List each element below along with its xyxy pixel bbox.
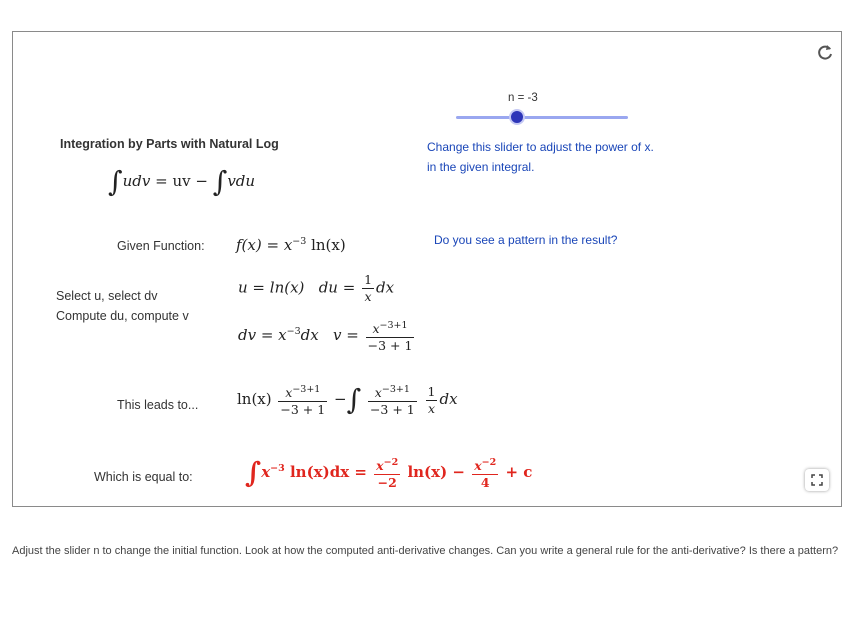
equal-label: Which is equal to:	[94, 470, 193, 484]
instructions-caption: Adjust the slider n to change the initial function. Look at how the computed anti-derivative changes. Can you write a general rule for the anti-derivative? Is there a pattern?	[12, 545, 839, 557]
pattern-question: Do you see a pattern in the result?	[434, 233, 618, 247]
leads-label: This leads to...	[117, 398, 199, 412]
given-function: $f(x) = x^{-3}$ ln(x)	[236, 236, 346, 254]
u-du-row: u = ln(x) du = $\frac{1}{x}$ dx	[238, 272, 395, 304]
slider-hint: Change this slider to adjust the power of x. in the given integral.	[427, 140, 654, 174]
geogebra-applet	[12, 31, 842, 507]
given-function-label: Given Function:	[117, 239, 205, 253]
reset-icon[interactable]	[815, 42, 835, 62]
page-title: Integration by Parts with Natural Log	[60, 137, 279, 151]
fullscreen-icon[interactable]	[805, 469, 829, 491]
slider-label: n = -3	[508, 92, 538, 104]
slider-track[interactable]	[456, 116, 628, 119]
dv-v-row: dv = $x^{-3}dx$ v = $\frac{x^{-3+1}}{-3 + 1}$	[238, 320, 413, 354]
slider-handle[interactable]	[509, 109, 525, 125]
parts-formula: ∫udv = uv − ∫vdu	[108, 165, 256, 198]
result-expression: $\int x^{-3}$ ln(x)dx = $\frac{x^{-2}}{-2}$ ln(x) − $\frac{x^{-2}}{4}$ + c	[245, 456, 533, 491]
leads-expression: ln(x) $\frac{x^{-3+1}}{-3 + 1}$ −∫ $\frac{x^{-3+1}}{-3 + 1}$ $\frac{1}{x}$ dx	[237, 383, 458, 418]
select-label: Select u, select dv Compute du, compute v	[56, 289, 189, 323]
